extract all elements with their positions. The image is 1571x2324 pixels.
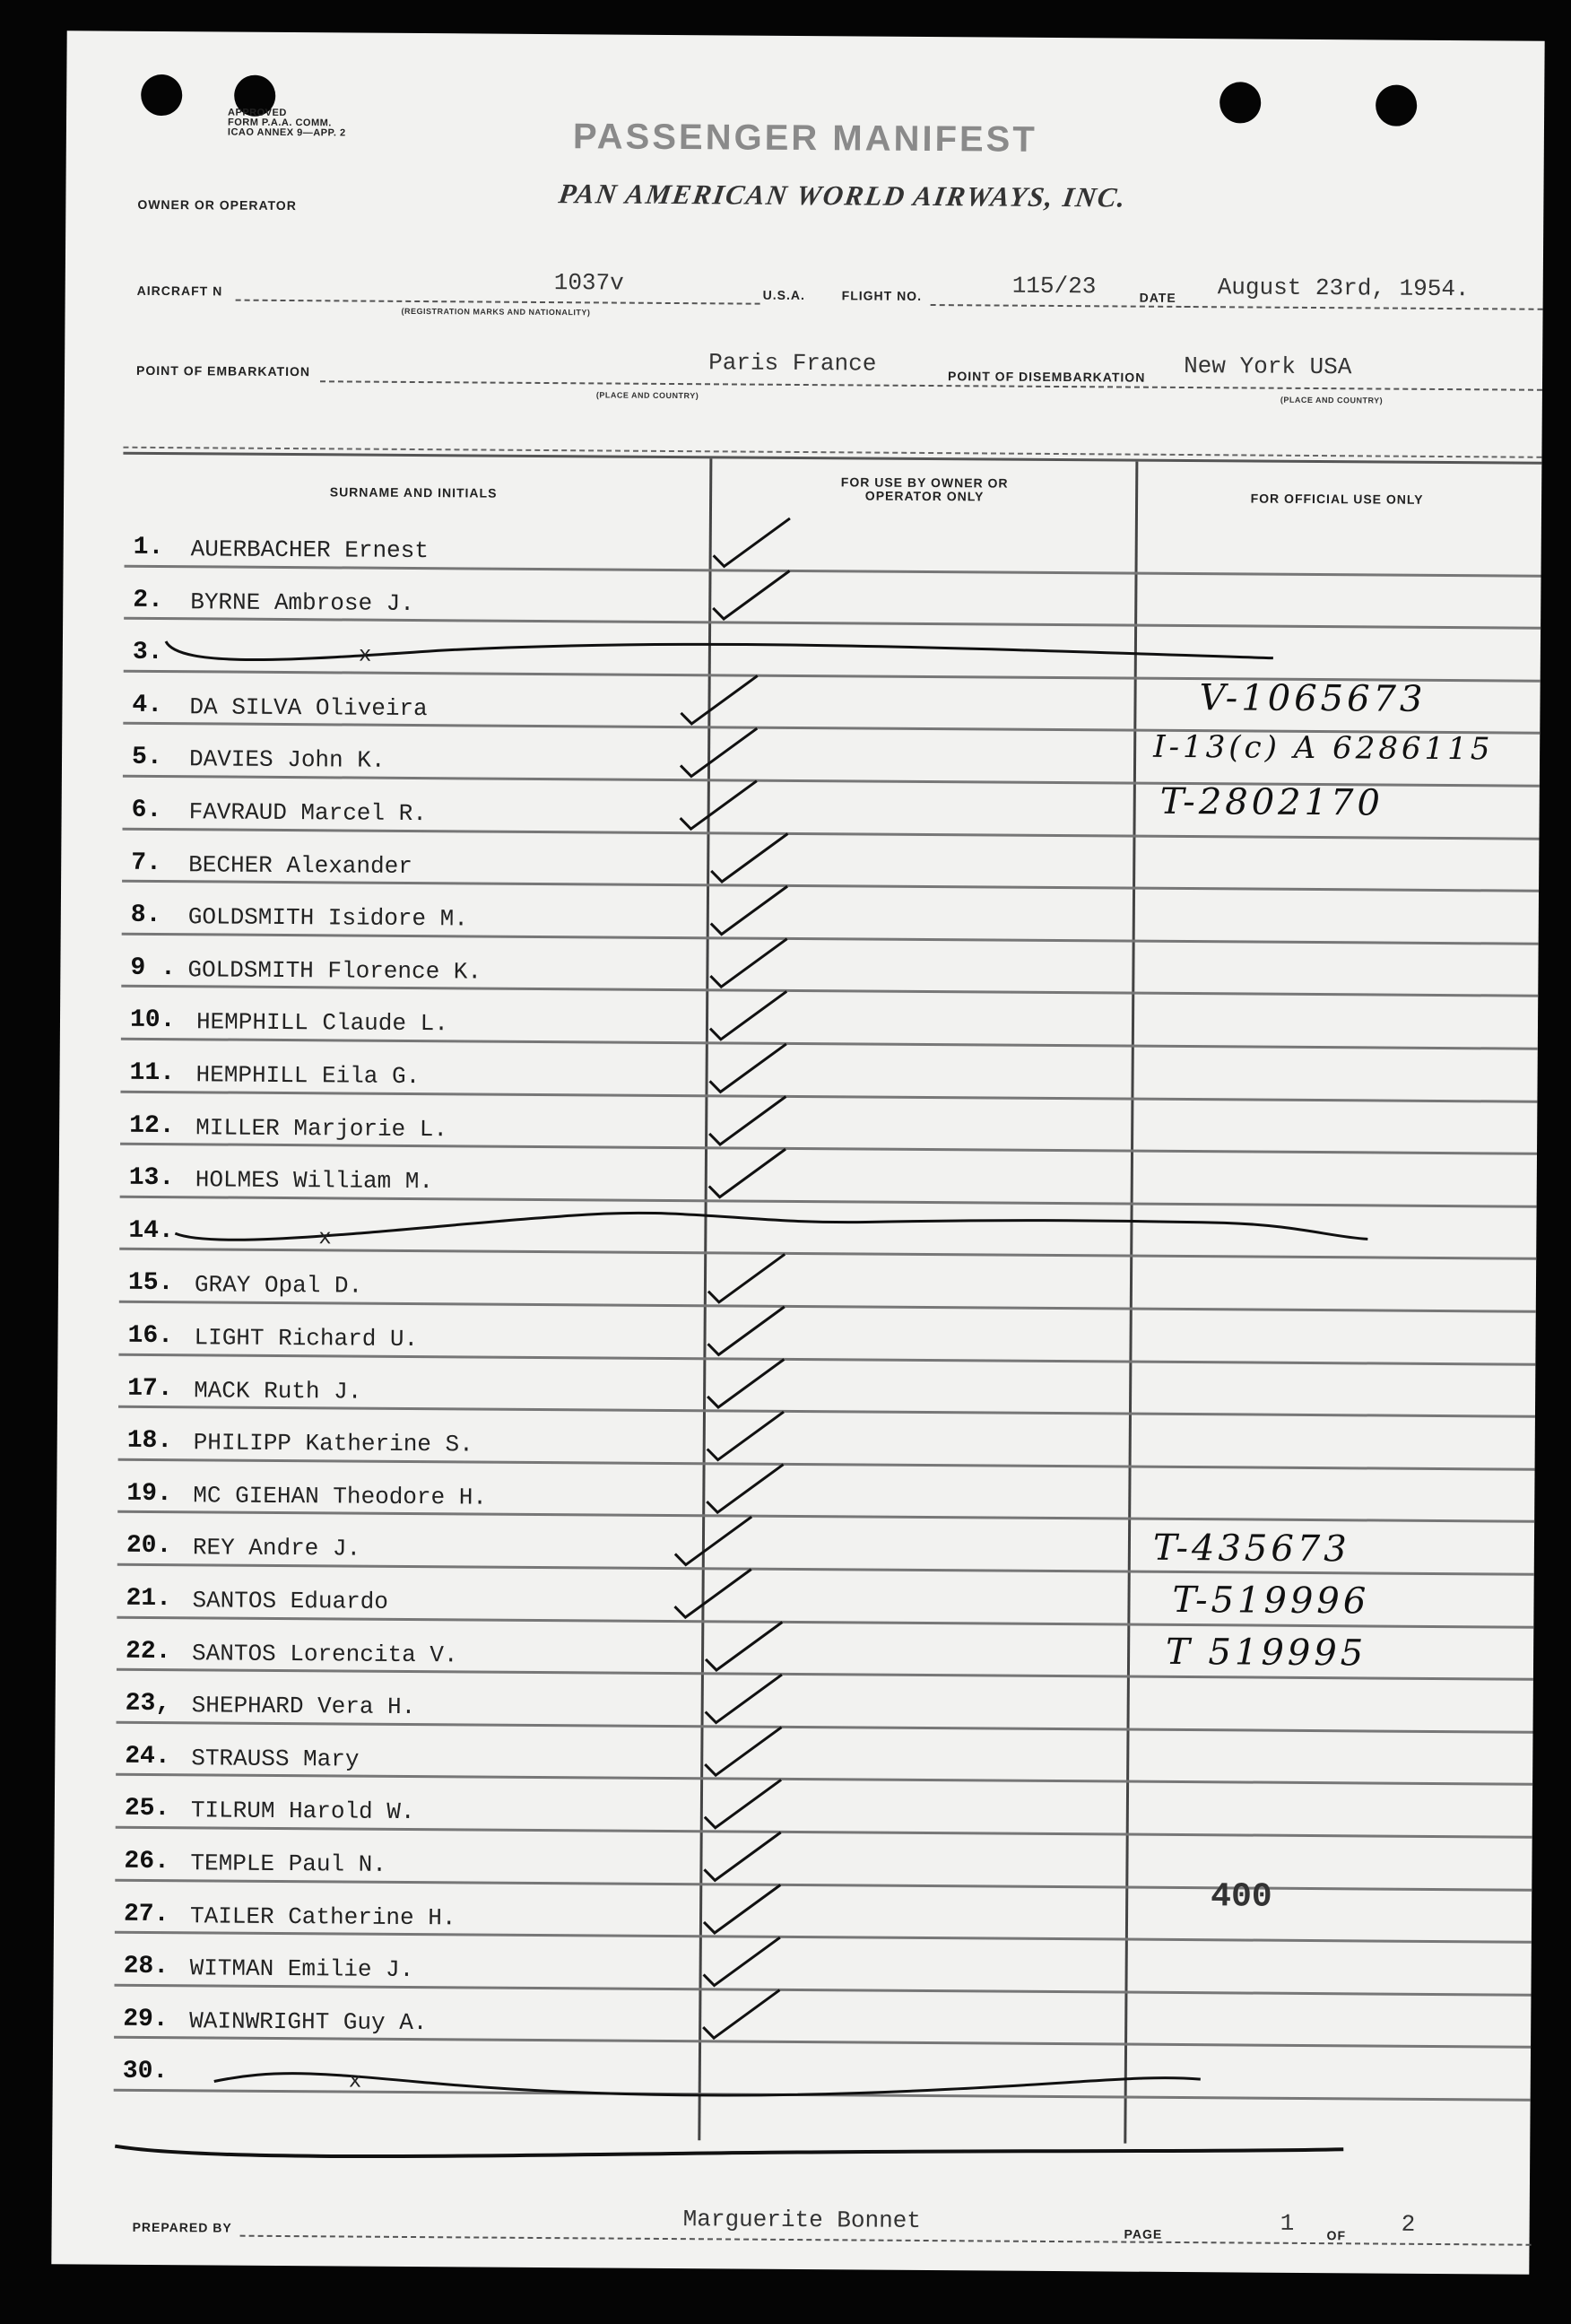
aircraft-label: AIRCRAFT N (136, 283, 223, 299)
page-label: PAGE (1124, 2226, 1163, 2241)
check-mark (706, 1674, 782, 1723)
check-mark (704, 1884, 780, 1934)
passenger-name: SANTOS Eduardo (192, 1587, 389, 1615)
struck-mark: x (348, 2069, 362, 2094)
official-note: T-519996 (1172, 1579, 1370, 1623)
check-mark (711, 833, 787, 883)
check-mark (674, 1569, 751, 1618)
row-number: 15. (127, 1269, 174, 1298)
row-number: 24. (125, 1742, 170, 1771)
official-use-column-header: FOR OFFICIAL USE ONLY (1250, 491, 1424, 507)
row-number: 21. (126, 1584, 172, 1614)
passenger-name: FAVRAUD Marcel R. (188, 798, 427, 828)
check-mark (707, 1306, 784, 1355)
check-mark (707, 1359, 784, 1408)
row-number: 20. (126, 1532, 172, 1561)
passenger-name: DAVIES John K. (188, 745, 386, 775)
row-number: 4. (132, 691, 163, 719)
check-mark (707, 1464, 783, 1513)
row-number: 25. (124, 1795, 170, 1824)
passenger-name: MILLER Marjorie L. (195, 1113, 448, 1143)
passenger-name: GOLDSMITH Isidore M. (187, 903, 468, 933)
manifest-sheet (51, 30, 1544, 2274)
row-number: 18. (126, 1426, 173, 1456)
registration-note: (REGISTRATION MARKS AND NATIONALITY) (401, 306, 591, 318)
embarkation-value: Paris France (708, 349, 877, 378)
row-number: 27. (123, 1900, 169, 1928)
flight-no-label: FLIGHT NO. (841, 288, 923, 303)
passenger-name: SANTOS Lorencita V. (191, 1639, 458, 1668)
official-note: T 519995 (1165, 1631, 1367, 1675)
passenger-name: BECHER Alexander (188, 850, 412, 880)
row-number: 23, (125, 1689, 171, 1719)
check-mark (707, 1412, 784, 1461)
check-mark (705, 1780, 781, 1829)
check-mark (706, 1622, 782, 1671)
stamp-line: FORM P.A.A. COMM. (227, 117, 332, 129)
check-mark (709, 1096, 786, 1145)
row-number: 22. (125, 1637, 171, 1666)
row-number: 28. (123, 1952, 169, 1981)
passenger-name: DA SILVA Oliveira (189, 693, 428, 722)
row-number: 1. (133, 533, 164, 562)
row-number: 30. (122, 2058, 169, 2086)
aircraft-value: 1037v (553, 269, 624, 297)
check-mark (704, 1937, 780, 1986)
embarkation-label: POINT OF EMBARKATION (136, 362, 311, 379)
row-number: 12. (129, 1111, 175, 1140)
row-number: 16. (127, 1321, 174, 1351)
passenger-name: TAILER Catherine H. (189, 1902, 456, 1931)
passenger-name: GOLDSMITH Florence K. (187, 956, 482, 986)
passenger-name: AUERBACHER Ernest (190, 535, 430, 565)
row-number: 2. (133, 586, 163, 614)
check-mark (681, 727, 757, 777)
check-mark (703, 1989, 779, 2039)
strike-line-row-3 (166, 640, 1273, 666)
end-of-list-line (115, 2141, 1343, 2163)
owner-use-column-header: FOR USE BY OWNER OR OPERATOR ONLY (840, 474, 1009, 504)
passenger-name: SHEPHARD Vera H. (191, 1692, 416, 1721)
check-mark (704, 1832, 780, 1881)
row-number: 7. (131, 849, 161, 877)
passenger-name: MACK Ruth J. (194, 1376, 362, 1406)
row-number: 11. (129, 1058, 176, 1088)
row-number: 8. (130, 901, 161, 930)
check-marks (672, 518, 790, 2039)
check-mark (708, 1254, 785, 1303)
passenger-name: STRAUSS Mary (191, 1745, 360, 1773)
check-mark (675, 1516, 751, 1565)
official-note: T-2802170 (1159, 780, 1384, 824)
passenger-name: LIGHT Richard U. (194, 1324, 419, 1353)
place-country-note-2: (PLACE AND COUNTRY) (1280, 395, 1384, 405)
check-mark (710, 938, 786, 988)
passenger-name: PHILIPP Katherine S. (193, 1429, 473, 1458)
passenger-name: MC GIEHAN Theodore H. (193, 1482, 488, 1511)
struck-mark: x (358, 643, 372, 668)
stamp-line: APPROVED (228, 107, 287, 118)
passenger-name: REY Andre J. (192, 1534, 361, 1562)
disembarkation-label: POINT OF DISEMBARKATION (947, 369, 1146, 385)
nationality-value: U.S.A. (762, 287, 805, 303)
row-number: 3. (132, 638, 163, 667)
check-mark (709, 1149, 786, 1198)
official-note: V-1065673 (1199, 677, 1427, 720)
official-note: T-435673 (1152, 1527, 1350, 1571)
page-value: 1 (1280, 2209, 1295, 2237)
row-number: 13. (128, 1163, 175, 1193)
official-note: I-13(c) A 6286115 (1153, 728, 1494, 768)
prepared-by-value: Marguerite Bonnet (682, 2206, 922, 2234)
row-number: 9 . (130, 953, 176, 982)
stamp-line: ICAO ANNEX 9—APP. 2 (227, 126, 346, 139)
flight-no-value: 115/23 (1011, 272, 1097, 300)
of-label: OF (1326, 2228, 1347, 2243)
passenger-name: TILRUM Harold W. (190, 1797, 415, 1826)
passenger-name: HEMPHILL Eila G. (195, 1061, 421, 1091)
strike-line-row-14 (175, 1210, 1367, 1251)
passenger-name: HOLMES William M. (195, 1166, 434, 1196)
passenger-name: TEMPLE Paul N. (190, 1850, 386, 1878)
check-mark (714, 518, 790, 567)
official-stamp: 400 (1211, 1877, 1272, 1917)
check-mark (681, 675, 757, 725)
passenger-name: HEMPHILL Claude L. (195, 1008, 448, 1038)
row-number: 17. (127, 1374, 173, 1403)
check-mark (713, 570, 789, 620)
row-number: 14. (128, 1216, 174, 1245)
check-mark (711, 886, 787, 936)
check-mark (681, 780, 757, 830)
strike-line-row-30 (214, 2071, 1201, 2099)
disembarkation-value: New York USA (1184, 352, 1352, 381)
passenger-name: GRAY Opal D. (194, 1271, 363, 1301)
row-number: 26. (124, 1847, 169, 1876)
prepared-by-label: PREPARED BY (132, 2219, 232, 2235)
place-country-note: (PLACE AND COUNTRY) (595, 390, 699, 401)
date-value: August 23rd, 1954. (1217, 274, 1470, 303)
row-number: 29. (123, 2005, 169, 2033)
names-column-header: SURNAME AND INITIALS (329, 484, 498, 500)
check-mark (705, 1727, 781, 1776)
handwriting-layer (51, 30, 1544, 2274)
page-total-value: 2 (1401, 2210, 1416, 2238)
date-label: DATE (1139, 290, 1176, 305)
check-mark (710, 991, 786, 1040)
operator-name: PAN AMERICAN WORLD AIRWAYS, INC. (556, 178, 1130, 213)
row-number: 19. (126, 1479, 172, 1508)
passenger-name: WITMAN Emilie J. (189, 1954, 414, 1984)
row-number: 6. (131, 796, 162, 825)
check-mark (709, 1043, 786, 1092)
row-number: 5. (131, 744, 162, 772)
struck-mark: x (318, 1226, 332, 1251)
passenger-name: BYRNE Ambrose J. (190, 588, 415, 617)
row-number: 10. (129, 1006, 176, 1035)
page-title: PASSENGER MANIFEST (572, 117, 1037, 160)
owner-operator-label: OWNER OR OPERATOR (137, 196, 297, 213)
passenger-name: WAINWRIGHT Guy A. (189, 2007, 428, 2036)
